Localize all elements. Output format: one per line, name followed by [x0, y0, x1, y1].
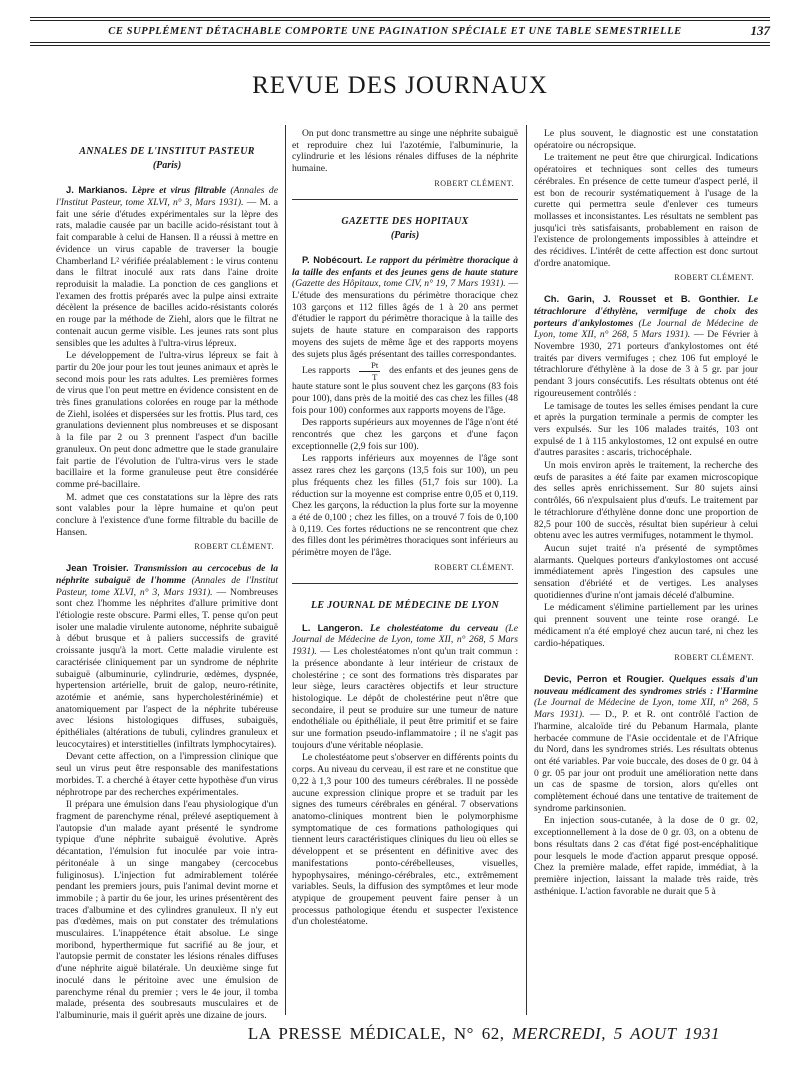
- article-text: des enfants et des jeunes gens de haute stature sont le plus souvent chez les garçons (83 fois pour 100), dans près de la moitié des cas chez les filles (48 fois pour 100) conformes aux rapports moyens de l'âge.: [292, 365, 518, 416]
- article-reference: (Le Journal de Médecine de Lyon, tome XII, n° 268, 5 Mars 1931).: [534, 697, 758, 721]
- article-troisier-cont: [292, 128, 518, 189]
- article-paragraph: Le plus souvent, le diagnostic est une constatation opératoire ou nécropsique.: [534, 128, 758, 151]
- article-paragraph: Le médicament s'élimine partiellement par les urines qui prennent souvent une teinte rose orangé. Le médicament n'a été employé chez aucun taré, ni chez les cardio-hépatiques.: [534, 602, 758, 649]
- article-paragraph: Le développement de l'ultra-virus lépreux se fait à partir du 20e jour pour les tout jeunes animaux et après le second mois pour les rats adultes. Les premières formes de virus que l'on peut mettre en évidence consistent en de très fines granulations colorées en rouge par la méthode de Ziehl, isolées et dispersées sur les frottis. Plus tard, ces granulations deviennent plus nombreuses et se disposant à la file par 2 ou 3 prennent l'aspect d'un bacille granuleux. On peut donc admettre que le stade granulaire fait partie de l'évolution de l'ultra-virus vers le stade bacillaire et la forme granuleuse peut être considérée comme pré-bacillaire.: [56, 350, 278, 490]
- article-paragraph: Aucun sujet traité n'a présenté de symptômes alarmants. Quelques porteurs d'ankylostomes ont accusé immédiatement après l'ingestion des capsules une sensation d'ébriété et de vertiges. Les analyses quotidiennes d'urine n'ont jamais décelé d'albumine.: [534, 542, 758, 601]
- fraction-denominator: T: [372, 371, 378, 382]
- article-signature: ROBERT CLÉMENT.: [674, 653, 754, 663]
- article-title: Le tétrachlorure d'éthylène, vermifuge de choix des porteurs d'ankylostomes: [534, 294, 758, 329]
- article-signature: ROBERT CLÉMENT.: [194, 542, 274, 552]
- article-text: — Les cholestéatomes n'ont qu'un trait commun : la présence abondante à leur intérieur de cristaux de cholestérine ; ce sont des formations très disparates par leur siège, leurs caractères objectifs et leur structure histologique. Le dépôt de cholestérine peut n'être que secondaire, il peut se produire sur une tumeur de nature endothéliale ou épithéliale, il peut être primitif et se faire sur une formation pseudo-inflammatoire ; il ne s'agit pas toujours d'une véritable néoplasie.: [292, 646, 519, 751]
- ratio-fraction: [359, 361, 380, 381]
- running-header: [30, 22, 770, 40]
- article-reference: (Le Journal de Médecine de Lyon, tome XII, n° 268, 5 Mars 1931).: [534, 317, 759, 341]
- article-text: Les rapports: [302, 365, 351, 377]
- column-3: [534, 128, 758, 898]
- article-author: Devic, Perron et Rougier.: [544, 673, 664, 685]
- column-divider-1: [285, 125, 286, 1015]
- article-paragraph: On put donc transmettre au singe une néphrite subaiguë et reproduire chez lui l'azotémie, l'albuminurie, la cylindrurie et les lésions rénales diffuses de la néphrite humaine.: [292, 128, 518, 175]
- column-2: [292, 128, 518, 929]
- article-markianos: [56, 184, 278, 552]
- section-title-lyon: LE JOURNAL DE MÉDECINE DE LYON: [311, 599, 499, 611]
- article-paragraph: Le cholestéatome peut s'observer en différents points du corps. Au niveau du cerveau, il est rare et ne constitue que 0,22 à 1,3 pour 100 des tumeurs cérébrales. Il ne possède aucune expression clinique propre et se traduit par les signes des tumeurs cérébrales en général. 7 observations anatomo-cliniques montrent bien le polymorphisme symptomatique de ces formations pathologiques qui tiennent leurs caractéristiques cliniques du lieu où elles se développent et se présentent en définitive avec des manifestations ponto-cérébelleuses, visuelles, hypophysaires, méningo-cérébrales, etc., extrêmement variables. Seuls, la diffusion des symptômes et leur mode atypique de groupement peuvent faire penser à un processus pathologique étendu et suspecter l'existence d'un cholestéatome.: [292, 752, 518, 928]
- article-reference: (Gazette des Hôpitaux, tome CIV, n° 19, 7 Mars 1931).: [292, 278, 506, 290]
- article-reference: (Annales de l'Institut Pasteur, tome XLVI, n° 3, Mars 1931).: [56, 185, 278, 209]
- article-title: Transmission au cercocebus de la néphrite subaiguë de l'homme: [56, 563, 278, 586]
- column-divider-2: [526, 125, 527, 1015]
- footer-date: MERCREDI, 5 AOUT 1931: [512, 1024, 720, 1043]
- supplement-notice: CE SUPPLÉMENT DÉTACHABLE COMPORTE UNE PAGINATION SPÉCIALE ET UNE TABLE SEMESTRIELLE: [108, 25, 682, 37]
- article-text: — De Février à Novembre 1930, 271 porteurs d'ankylostomes ont été traités par divers vermifuges ; chez 106 fut employé le tétrachlorure d'éthylène à la dose de 3 à 5 gr. par jour pendant 3 jours consécutifs. Les résultats obtenus ont été rigoureusement contrôlés :: [534, 329, 758, 399]
- article-reference: (Le Journal de Médecine de Lyon, tome XII, n° 268, 5 Mars 1931).: [292, 622, 518, 658]
- article-signature: ROBERT CLÉMENT.: [674, 273, 754, 283]
- article-paragraph: Des rapports supérieurs aux moyennes de l'âge n'ont été rencontrés que chez les garçons et d'une façon exceptionnelle (2,9 fois sur 100).: [292, 417, 518, 452]
- article-paragraph: Il prépara une émulsion dans l'eau physiologique d'un fragment de parenchyme rénal, prélevé aseptiquement à l'autopsie d'un malade ayant présenté le syndrome typique d'une néphrite subaiguë évolutive. Après décantation, l'émulsion fut inoculée par voie intra-péritonéale à un singe mangabey (cercocebus fuliginosus). L'injection fut admirablement tolérée pendant les premiers jours, puis l'animal devint morne et immobile ; à partir du 6e jour, les urines présentèrent des traces d'albumine et des cylindres granuleux. Il n'y eut pas d'œdèmes, mais on put constater des trémulations musculaires. L'inappétence était absolue. Le singe moribond, hyperthermique fut sacrifié au 8e jour, et l'autopsie permit de constater les lésions rénales diffuses d'une néphrite aiguë bilatérale. Un deuxième singe fut inoculé dans le péritoine avec une émulsion de parenchyme rénal du premier ; vers le 4e jour, il tomba malade, présenta des soubresauts musculaires et de l'albuminurie, mais il guérit après une dizaine de jours.: [56, 799, 278, 1021]
- article-reference: (Annales de l'Institut Pasteur, tome XLVI, n° 3, Mars 1931).: [56, 574, 278, 598]
- article-paragraph: En injection sous-cutanée, à la dose de 0 gr. 02, exceptionnellement à la dose de 0 gr. 03, on a obtenu de bons résultats dans 2 cas d'état figé post-encéphalitique pour lesquels le mode d'action apparut presque opposé. Chez la première malade, effet rapide, immédiat, à la première injection, laissant la malade très raide, très asthénique. L'action favorable ne durait que 5 à: [534, 815, 758, 897]
- page-footer: [30, 1024, 770, 1044]
- article-langeron: [292, 622, 518, 928]
- article-text: — Nombreuses sont chez l'homme les néphrites d'allure primitive dont l'étiologie reste obscure. Parmi elles, T. pense qu'on peut isoler une maladie virulente autonome, néphrite subaiguë à début brusque et à paliers successifs de gravité croissante jusqu'à la mort. Cette maladie virulente est caractérisée cliniquement par un syndrome de néphrite subaiguë (albuminurie, cylindrurie, œdèmes, dyspnée, hypertension artérielle, bruit de galop, neuro-rétinite, azotémie et anémie, sans hypercholestérinémie) et anatomiquement par l'aspect de la néphrite tubéreuse avec lésions histologiques diffuses, subaiguës, épithéliales (altérations de tubuli, cylindres granuleux et leucocytaires) et interstitielles (infiltrats lymphocytaires).: [56, 586, 278, 750]
- article-paragraph: M. admet que ces constatations sur la lèpre des rats sont valables pour la lèpre humaine et qu'on peut conclure à l'existence d'une forme filtrable du bacille de Hansen.: [56, 491, 278, 538]
- article-title: Lèpre et virus filtrable: [131, 185, 227, 197]
- article-paragraph: Un mois environ après le traitement, la recherche des œufs de parasites a été faite par examen microscopique des selles après enrichissement. Sur 80 sujets ainsi contrôlés, 66 n'expulsaient plus d'œufs. Le traitement par le tétrachlorure d'éthylène donne donc une proportion de 82,5 pour 100 de succès, résultat bien supérieur à celui obtenu avec les autres vermifuges, notamment le thymol.: [534, 460, 758, 542]
- article-langeron-cont: [534, 128, 758, 283]
- article-author: J. Markianos.: [66, 184, 128, 196]
- fraction-numerator: Pt: [359, 361, 380, 372]
- article-text: — M. a fait une série d'études expérimentales sur la lèpre des rats, maladie causée par un bacille acido-résistant tout à fait comparable à celui de Hansen. Il a réussi à mettre en évidence un virus capable de traverser la bougie Chamberland L² vérifiée préalablement : le virus contenu dans le filtrat inoculé aux rats dans l'aine droite reproduisit la maladie. La ponction de ces ganglions et l'examen des frottis préparés avec la pulpe ainsi extraite décèlent la présence de bacilles acido-résistants colorés en rouge par la méthode de Ziehl, alors que le filtrat ne contenait aucun germe visible. Les jeunes rats sont plus sensibles que les adultes à l'ultra-virus lépreux.: [56, 197, 278, 349]
- article-signature: ROBERT CLÉMENT.: [434, 562, 514, 572]
- footer-journal: LA PRESSE MÉDICALE, N° 62,: [247, 1024, 505, 1043]
- article-devic: [534, 673, 758, 897]
- article-troisier: [56, 562, 278, 1021]
- article-title: Quelques essais d'un nouveau médicament des syndromes striés : l'Harmine: [534, 674, 758, 697]
- article-signature: ROBERT CLÉMENT.: [434, 178, 514, 188]
- article-author: Ch. Garin, J. Rousset et B. Gonthier.: [544, 293, 740, 305]
- article-paragraph: Le tamisage de toutes les selles émises pendant la cure et après la purgation terminale a permis de compter les vers expulsés. Sur les 106 malades traités, 103 ont expulsé de 1 à 115 ankylostomes, 12 ont expulsé en outre d'autres parasites : ascaris, trichocéphale.: [534, 400, 758, 459]
- article-text: — D., P. et R. ont contrôlé l'action de l'harmine, alcaloïde tiré du Pebanum Harmala, plante herbacée commune de l'Asie occidentale et de l'Afrique du Nord, dans les syndromes striés. Les résultats obtenus ont été variables. Par voie buccale, des doses de 0 gr. 04 à 0 gr. 05 par jour ont produit une amélioration nette dans un cas de spasme de torsion, alors qu'elles ont complètement échoué dans une tentative de traitement de syndrome parkinsonien.: [534, 709, 759, 814]
- header-rule-bottom: [30, 42, 770, 43]
- header-rule-top: [30, 17, 770, 18]
- article-title: Le cholestéatome du cerveau: [369, 622, 499, 634]
- section-title-pasteur: ANNALES DE L'INSTITUT PASTEUR: [79, 146, 255, 157]
- section-city-pasteur: (Paris): [152, 160, 182, 172]
- article-author: P. Nobécourt.: [302, 253, 363, 265]
- section-divider: [292, 583, 518, 584]
- page-title: REVUE DES JOURNAUX: [252, 72, 548, 99]
- header-rule-top-2: [30, 20, 770, 21]
- article-author: Jean Troisier.: [66, 562, 129, 574]
- article-paragraph: Devant cette affection, on a l'impression clinique que seul un virus peut être responsable des manifestations morbides. T. a cherché à étayer cette hypothèse d'un virus néphrotrope par des recherches expérimentales.: [56, 751, 278, 798]
- section-divider: [292, 199, 518, 200]
- section-city-hopitaux: (Paris): [390, 229, 420, 241]
- article-title: Le rapport du périmètre thoracique à la taille des enfants et des jeunes gens de haute stature: [292, 254, 518, 278]
- column-1: [56, 140, 278, 1023]
- article-paragraph: Le traitement ne peut être que chirurgical. Indications opératoires et techniques sont celles des tumeurs cérébrales. En présence de cette tumeur d'aspect perlé, il est bon de recourir systématiquement à l'usage de la curette qui permettra seule d'enlever ces tumeurs mollasses et inconsistantes. Les résultats ne semblent pas jusqu'ici très satisfaisants, probablement en raison de l'existence de prolongements impossibles à atteindre et des récidives. L'intérêt de cette affection est donc surtout d'ordre anatomique.: [534, 152, 758, 269]
- article-paragraph: Les rapports inférieurs aux moyennes de l'âge sont assez rares chez les garçons (13,5 fois sur 100), un peu plus fréquents chez les filles (51,7 fois sur 100). La réduction sur la moyenne est comprise entre 0,05 et 0,119. Chez les garçons, la réduction la plus forte sur la moyenne a été de 0,100 ; chez les filles, on a trouvé 7 fois de 0,100 à 0,119. Ces fortes réductions ne se rencontrent que chez des filles dont les périmètres thoraciques sont inférieurs au périmètre moyen de l'âge.: [292, 453, 518, 559]
- article-garin: [534, 293, 758, 663]
- page-number: 137: [750, 23, 770, 38]
- section-title-hopitaux: GAZETTE DES HOPITAUX: [341, 215, 469, 227]
- article-nobecourt: [292, 254, 518, 573]
- header-rule-bottom-2: [30, 45, 770, 46]
- article-author: L. Langeron.: [302, 621, 363, 633]
- article-text: — L'étude des mensurations du périmètre thoracique chez 103 garçons et 112 filles âgés de 1 à 20 ans permet d'étudier le rapport du périmètre thoracique à la taille des sujets de haute stature en comparaison des rapports moyens des sujets de même âge et des rapports moyens des sujets plus âgés présentant des tailles correspondantes.: [292, 278, 518, 360]
